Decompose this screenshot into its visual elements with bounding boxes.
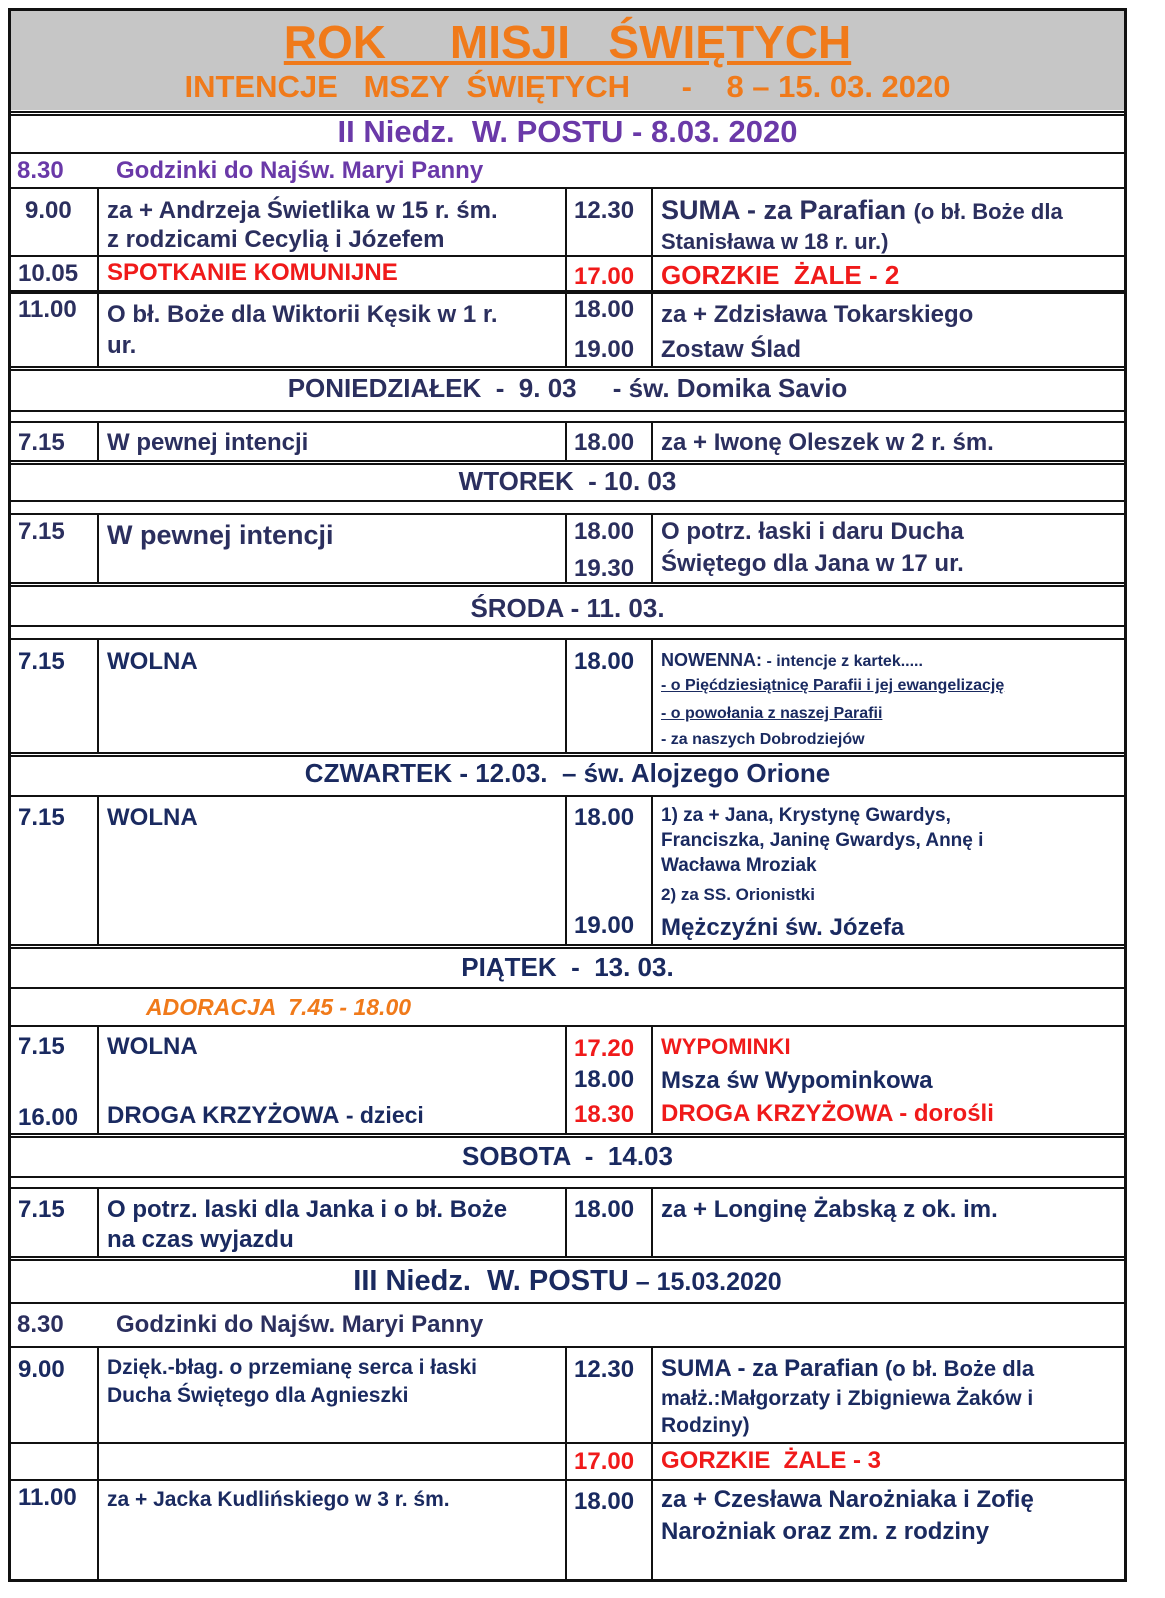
mass-intention: za + Longinę Żabską z ok. im.: [661, 1196, 998, 1223]
godzinki-time: 8.30: [17, 1311, 64, 1338]
mass-intention: za + Jacka Kudlińskiego w 3 r. śm.: [107, 1488, 450, 1511]
divider: [11, 410, 1127, 412]
mass-time: 17.00: [574, 263, 635, 290]
column-line: [651, 795, 653, 944]
mass-intention: za + Czesława Narożniaka i Zofię: [661, 1486, 1034, 1513]
mass-time: 16.00: [18, 1104, 79, 1131]
day-heading-wednesday: ŚRODA - 11. 03.: [470, 593, 665, 623]
mass-time: 11.00: [18, 296, 77, 323]
mass-time: 18.00: [574, 296, 635, 323]
mass-intention: O potrz. laski dla Janka i o bł. Boże: [107, 1196, 508, 1223]
mass-time: 9.00: [25, 197, 72, 224]
adoracja-note: ADORACJA 7.45 - 18.00: [146, 994, 412, 1020]
mass-intention: WOLNA: [107, 648, 198, 675]
mass-time: 17.00: [574, 1448, 635, 1475]
mass-time: 10.05: [18, 260, 79, 287]
column-line: [97, 1187, 99, 1256]
mass-time: 7.15: [18, 429, 65, 456]
day-heading-sunday-2: III Niedz. W. POSTU – 15.03.2020: [353, 1265, 782, 1297]
page-title: ROK MISJI ŚWIĘTYCH: [283, 16, 852, 68]
mass-time: 19.30: [574, 555, 635, 582]
divider: [11, 944, 1127, 946]
mass-intention: ur.: [107, 332, 137, 359]
mass-time: 18.00: [574, 1488, 635, 1515]
divider: [11, 625, 1127, 627]
divider: [11, 369, 1127, 371]
mass-intention: O potrz. łaski i daru Ducha: [661, 518, 964, 545]
nowenna-line: - o powołania z naszej Parafii: [661, 705, 883, 722]
mass-intention: Zostaw Ślad: [661, 336, 802, 363]
mass-intention: za + Andrzeja Świetlika w 15 r. śm.: [107, 197, 498, 224]
divider: [11, 1302, 1127, 1304]
divider: [11, 795, 1127, 797]
column-line: [565, 795, 567, 944]
mass-time: 18.00: [574, 804, 635, 831]
divider: [11, 755, 1127, 757]
mass-intention: za + Iwonę Oleszek w 2 r. śm.: [661, 429, 994, 456]
day-heading-monday: PONIEDZIAŁEK - 9. 03 - św. Domika Savio: [287, 373, 848, 403]
mass-intention: W pewnej intencji: [107, 429, 309, 456]
divider: [11, 1256, 1127, 1258]
mass-time: 18.00: [574, 648, 635, 675]
mass-intention: Msza św Wypominkowa: [661, 1067, 933, 1094]
mass-time: 19.00: [574, 336, 635, 363]
divider: [11, 582, 1127, 584]
godzinki-time: 8.30: [17, 157, 64, 184]
column-line: [97, 1346, 99, 1582]
column-line: [565, 187, 567, 366]
divider: [11, 1136, 1127, 1138]
mass-time: 12.30: [574, 1356, 635, 1383]
divider: [11, 366, 1127, 368]
nowenna-line: NOWENNA: - intencje z kartek.....: [661, 650, 923, 670]
mass-intention: WOLNA: [107, 804, 198, 831]
column-line: [651, 1025, 653, 1133]
mass-intention: Mężczyźni św. Józefa: [661, 914, 905, 941]
column-line: [651, 513, 653, 582]
mass-intention: WOLNA: [107, 1033, 198, 1060]
column-line: [97, 795, 99, 944]
page-subtitle: INTENCJE MSZY ŚWIĘTYCH - 8 – 15. 03. 2020: [184, 69, 951, 104]
mass-intention: SUMA - za Parafian (o bł. Boże dla: [661, 195, 1063, 225]
column-line: [97, 513, 99, 582]
mass-time: 7.15: [18, 648, 65, 675]
mass-intention: Dzięk.-błag. o przemianę serca i łaski: [107, 1356, 477, 1379]
mass-time: 7.15: [18, 804, 65, 831]
divider: [11, 1025, 1127, 1027]
divider: [11, 1479, 1127, 1481]
mass-intention: na czas wyjazdu: [107, 1226, 294, 1253]
event-text: GORZKIE ŻALE - 2: [661, 260, 900, 290]
divider: [11, 987, 1127, 989]
mass-intention: Ducha Świętego dla Agnieszki: [107, 1384, 409, 1407]
divider: [11, 1259, 1127, 1261]
column-line: [651, 187, 653, 366]
divider: [11, 585, 1127, 587]
divider: [11, 752, 1127, 754]
mass-intention: Stanisława w 18 r. ur.): [661, 229, 889, 254]
event-text: DROGA KRZYŻOWA - dorośli: [661, 1100, 994, 1127]
divider: [11, 500, 1127, 502]
column-line: [651, 421, 653, 460]
day-heading-sunday-1: II Niedz. W. POSTU - 8.03. 2020: [337, 114, 798, 149]
mass-intention: z rodzicami Cecylią i Józefem: [107, 226, 445, 253]
event-text: WYPOMINKI: [661, 1034, 791, 1059]
divider: [11, 463, 1127, 465]
mass-time: 7.15: [18, 1033, 65, 1060]
divider: [11, 292, 1127, 294]
column-line: [651, 1187, 653, 1256]
column-line: [651, 1346, 653, 1582]
mass-time: 11.00: [18, 1484, 77, 1511]
mass-time: 7.15: [18, 1196, 65, 1223]
mass-time: 7.15: [18, 518, 65, 545]
event-text: SPOTKANIE KOMUNIJNE: [107, 259, 398, 286]
day-heading-saturday: SOBOTA - 14.03: [462, 1141, 673, 1171]
column-line: [97, 1025, 99, 1133]
divider: [11, 1187, 1127, 1189]
column-line: [651, 638, 653, 752]
column-line: [565, 1346, 567, 1582]
divider: [11, 1176, 1127, 1178]
day-heading-thursday: CZWARTEK - 12.03. – św. Alojzego Orione: [304, 758, 831, 788]
mass-intention: Rodziny): [661, 1414, 750, 1437]
divider: [11, 460, 1127, 462]
divider: [11, 1133, 1127, 1135]
divider: [11, 255, 1127, 257]
column-line: [97, 638, 99, 752]
mass-intention: Narożniak oraz zm. z rodziny: [661, 1518, 990, 1545]
mass-intention: 2) za SS. Orionistki: [661, 885, 815, 904]
column-line: [97, 187, 99, 366]
divider: [11, 187, 1127, 189]
nowenna-line: - o Pięćdziesiątnicę Parafii i jej ewangelizację: [661, 677, 1005, 694]
mass-intention: SUMA - za Parafian (o bł. Boże dla: [661, 1355, 1035, 1382]
mass-time: 18.00: [574, 429, 635, 456]
mass-time: 19.00: [574, 912, 635, 939]
divider: [11, 513, 1127, 515]
column-line: [565, 513, 567, 582]
mass-time: 9.00: [18, 1356, 65, 1383]
mass-intention: O bł. Boże dla Wiktorii Kęsik w 1 r.: [107, 301, 498, 328]
day-heading-tuesday: WTOREK - 10. 03: [458, 466, 677, 496]
column-line: [565, 1025, 567, 1133]
mass-intention: Wacława Mroziak: [661, 855, 817, 876]
mass-intention: 1) za + Jana, Krystynę Gwardys,: [661, 805, 951, 826]
divider: [11, 1442, 1127, 1444]
godzinki-text: Godzinki do Najśw. Maryi Panny: [116, 157, 484, 184]
column-line: [565, 421, 567, 460]
mass-time: 18.00: [574, 1196, 635, 1223]
column-line: [565, 1187, 567, 1256]
divider: [11, 421, 1127, 423]
mass-intention: Świętego dla Jana w 17 ur.: [661, 550, 964, 577]
mass-time: 12.30: [574, 197, 635, 224]
nowenna-line: - za naszych Dobrodziejów: [661, 731, 865, 748]
divider: [11, 638, 1127, 640]
mass-intention: Franciszka, Janinę Gwardys, Annę i: [661, 830, 984, 851]
divider: [11, 152, 1127, 154]
divider: [11, 1346, 1127, 1348]
mass-time: 18.00: [574, 1066, 635, 1093]
mass-intention: małż.:Małgorzaty i Zbigniewa Żaków i: [661, 1387, 1034, 1410]
divider: [11, 111, 1127, 113]
godzinki-text: Godzinki do Najśw. Maryi Panny: [116, 1311, 484, 1338]
mass-time: 17.20: [574, 1035, 635, 1062]
mass-time: 18.00: [574, 518, 635, 545]
column-line: [97, 421, 99, 460]
divider: [11, 290, 1127, 292]
column-line: [565, 638, 567, 752]
event-text: GORZKIE ŻALE - 3: [661, 1447, 882, 1474]
mass-intention: za + Zdzisława Tokarskiego: [661, 301, 974, 328]
mass-time: 18.30: [574, 1101, 635, 1128]
day-heading-friday: PIĄTEK - 13. 03.: [461, 952, 674, 982]
event-text: DROGA KRZYŻOWA - dzieci: [107, 1102, 424, 1129]
divider: [11, 947, 1127, 949]
mass-intention: W pewnej intencji: [107, 520, 334, 550]
